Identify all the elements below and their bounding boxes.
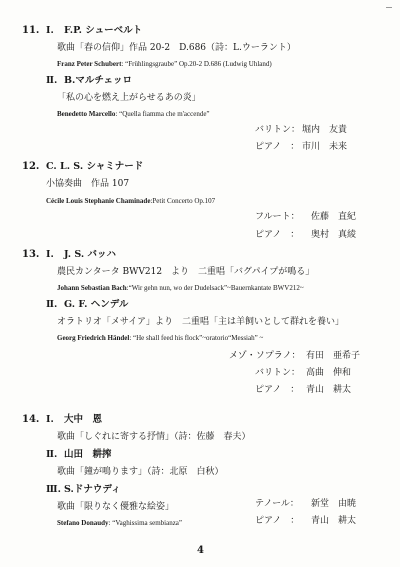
work-roman-numeral: Ⅰ. <box>46 414 54 425</box>
composer-heading: J. S. バッハ <box>64 249 117 260</box>
performer-name: 奥村 真綾 <box>311 230 357 240</box>
work-title-jp: 歌曲「限りなく優雅な絵姿」 <box>57 502 175 512</box>
title-en: : “He shall feed his flock”~oratorio“Messiah” ~ <box>129 334 264 342</box>
work-title-jp: 小協奏曲 作品 107 <box>46 179 130 189</box>
work-title-jp: 農民カンタータ BWV212 より 二重唱「バグパイプが鳴る」 <box>57 267 315 277</box>
composer-heading: B.マルチェッロ <box>64 75 133 86</box>
title-en: : “Vaghissima sembianza” <box>108 519 183 527</box>
performer-name: 青山 耕太 <box>311 516 357 526</box>
performer-role: バリトン： <box>255 368 301 378</box>
composer-name-en: Stefano Donaudy <box>57 519 109 527</box>
performer-name: 新堂 由暁 <box>311 499 357 509</box>
performer-role: テノール： <box>255 499 299 509</box>
performer-name: 青山 耕太 <box>306 385 352 395</box>
item-number: 14. <box>22 414 40 425</box>
item-number: 11. <box>22 25 40 36</box>
work-title-en <box>57 520 182 527</box>
work-title-jp: 「私の心を燃え上がらせるあの炎」 <box>57 93 201 103</box>
composer-name-en: Georg Friedrich Händel <box>57 334 130 342</box>
performer-role: ピアノ ： <box>255 230 300 240</box>
composer-heading: F.P. シューベルト <box>64 25 143 36</box>
performer-role: ピアノ ： <box>255 385 300 395</box>
work-title-en <box>46 198 215 205</box>
title-en: : “Quella fiamma che m'accende” <box>115 110 210 118</box>
composer-heading: C. L. S. シャミナード <box>46 161 144 172</box>
performer-role: ピアノ ： <box>255 516 300 526</box>
performer-name: 佐藤 直紀 <box>311 212 357 222</box>
work-title-jp: 歌曲「しぐれに寄する抒情」（詩：佐藤 春夫） <box>57 432 251 442</box>
page-number: 4 <box>197 545 204 556</box>
work-title-jp: 歌曲「春の信仰」作品 20-2 D.686（詩：L.ウーラント） <box>57 43 296 53</box>
work-title-en <box>57 285 304 292</box>
work-title-en <box>57 61 272 68</box>
composer-name-en: Johann Sebastian Bach <box>57 284 127 292</box>
performer-name: 高曲 伸和 <box>306 368 352 378</box>
item-number: 13. <box>22 249 40 260</box>
performer-name: 市川 未来 <box>302 142 348 152</box>
performer-name: 有田 亜希子 <box>306 351 361 361</box>
composer-name-en: Cécile Louis Stephanie Chaminade <box>46 197 151 205</box>
composer-name-en: Franz Peter Schubert <box>57 60 122 68</box>
composer-name-en: Benedetto Marcello <box>57 110 116 118</box>
performer-role: メゾ・ソプラノ： <box>229 351 301 361</box>
performer-name: 堀内 友貴 <box>302 125 348 135</box>
title-en: : “Frühlingsgraube” Op.20-2 D.686 (Ludwig Uhland) <box>121 60 272 68</box>
work-roman-numeral: Ⅱ. <box>46 75 58 86</box>
performer-role: バリトン： <box>255 125 301 135</box>
composer-heading: S.ドナウディ <box>64 484 121 495</box>
work-roman-numeral: Ⅲ. <box>46 484 61 495</box>
work-title-en <box>57 335 263 342</box>
work-roman-numeral: Ⅰ. <box>46 25 54 36</box>
title-en: :“Wir gehn nun, wo der Dudelsack”~Bauernkantate BWV212~ <box>126 284 304 292</box>
composer-heading: 大中 恩 <box>64 414 103 425</box>
work-title-jp: オラトリオ「メサイア」より 二重唱「主は羊飼いとして群れを養い」 <box>57 317 345 327</box>
work-title-en <box>57 111 210 118</box>
work-roman-numeral: Ⅰ. <box>46 249 54 260</box>
item-number: 12. <box>22 161 40 172</box>
work-roman-numeral: Ⅱ. <box>46 449 58 460</box>
title-en: :Petit Concerto Op.107 <box>150 197 216 205</box>
crop-mark <box>386 7 392 8</box>
performer-role: フルート： <box>255 212 300 222</box>
work-roman-numeral: Ⅱ. <box>46 299 58 310</box>
composer-heading: 山田 耕搾 <box>64 449 112 460</box>
work-title-jp: 歌曲「鐘が鳴ります」（詩：北原 白秋） <box>57 467 224 477</box>
performer-role: ピアノ ： <box>255 142 300 152</box>
composer-heading: G. F. ヘンデル <box>64 299 129 310</box>
